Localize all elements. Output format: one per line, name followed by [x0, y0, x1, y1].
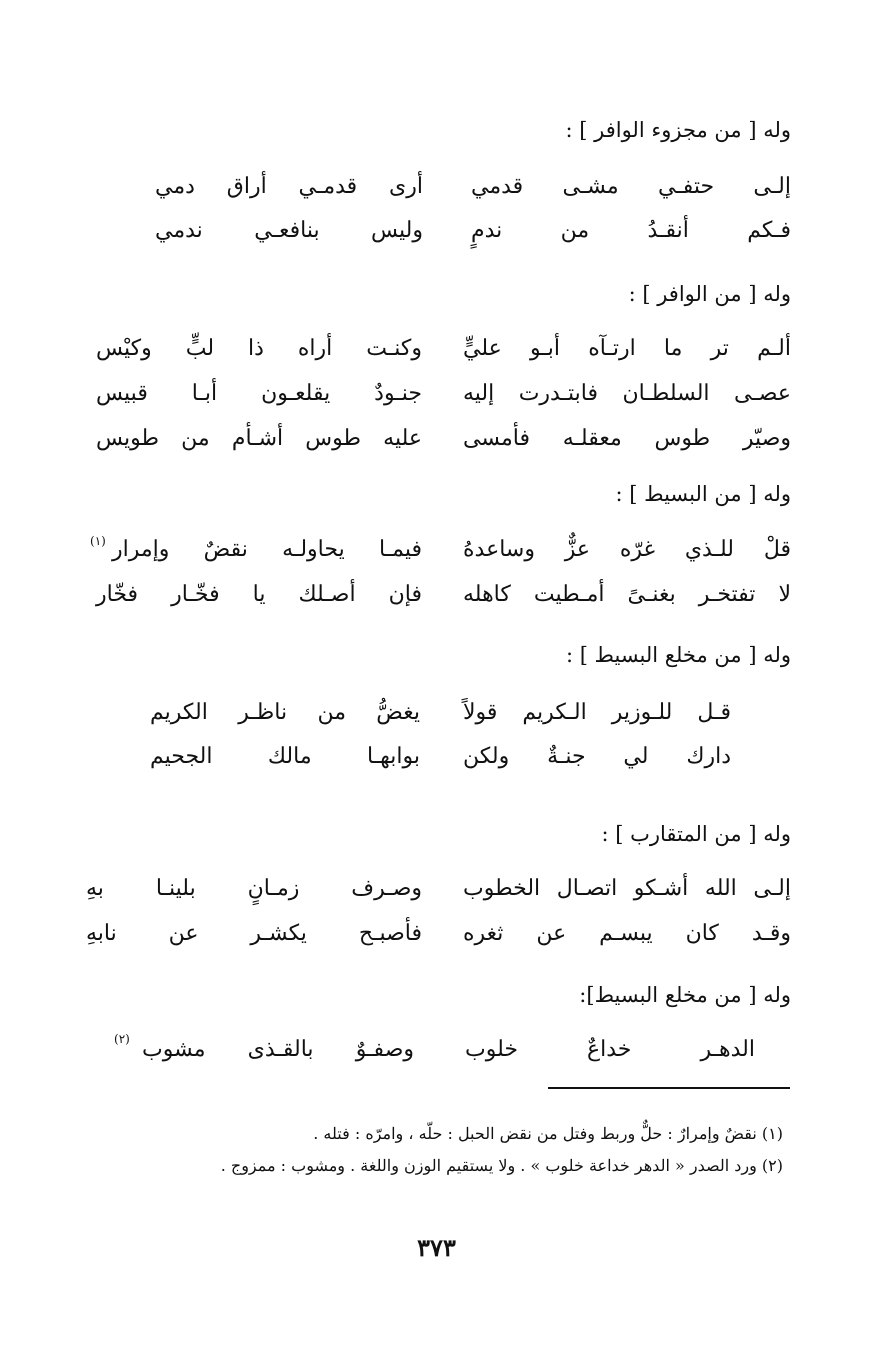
- verse-first-hemistich: قلْ للـذي غرّه عزٌّ وساعدهُ: [463, 537, 791, 562]
- section-heading: وله [ من مخلع البسيط ] :: [565, 643, 791, 667]
- section-heading: وله [ من مجزوء الوافر ] :: [565, 118, 791, 142]
- verse-first-hemistich: لا تفتخـر بغنـىً أمـطيت كاهله: [463, 582, 791, 607]
- footnote: (٢) ورد الصدر « الدهر خداعة خلوب » . ولا يستقيم الوزن واللغة . ومشوب : ممزوج .: [220, 1156, 783, 1175]
- page-number: ٣٧٣: [417, 1233, 456, 1262]
- section-heading: وله [ من المتقارب ] :: [601, 822, 791, 846]
- verse-second-hemistich: فإن أصـلك يا فخّـار فخّار: [96, 582, 422, 607]
- verse-second-hemistich: وكنـت أراه ذا لبٍّ وكيْس: [96, 336, 422, 361]
- verse-second-hemistich: وصـرف زمـانٍ بلينـا بهِ: [86, 876, 422, 901]
- section-heading: وله [ من البسيط ] :: [615, 482, 791, 506]
- verse-second-hemistich: وصفـوٌ بالقـذى مشوب: [142, 1037, 414, 1062]
- verse-second-hemistich: وليس بنافعـي ندمي: [155, 218, 423, 243]
- footnote-separator: [548, 1087, 790, 1089]
- verse-second-hemistich: بوابهـا مالك الجحيم: [150, 744, 420, 769]
- verse-first-hemistich: وقـد كان يبسـم عن ثغره: [463, 921, 791, 946]
- footnote-marker: (٢): [114, 1032, 130, 1046]
- verse-second-hemistich: فيمـا يحاولـه نقضٌ وإمرار: [112, 537, 422, 562]
- verse-first-hemistich: ألـم تر ما ارتـآه أبـو عليٍّ: [463, 336, 791, 361]
- footnote: (١) نقضٌ وإمرارٌ : حلٌّ وربط وفتل من نقض الحبل : حلّه ، وامرّه : فتله .: [313, 1124, 783, 1143]
- verse-second-hemistich: أرى قدمـي أراق دمي: [155, 174, 423, 199]
- verse-second-hemistich: جنـودٌ يقلعـون أبـا قبيس: [96, 381, 422, 406]
- verse-first-hemistich: إلـى حتفـي مشـى قدمي: [471, 174, 791, 199]
- verse-first-hemistich: وصيّر طوس معقلـه فأمسى: [463, 426, 791, 451]
- section-heading: وله [ من مخلع البسيط]:: [579, 983, 791, 1007]
- verse-first-hemistich: عصـى السلطـان فابتـدرت إليه: [463, 381, 791, 406]
- verse-first-hemistich: دارك لي جنـةٌ ولكن: [463, 744, 731, 769]
- verse-second-hemistich: فأصبـح يكشـر عن نابهِ: [86, 921, 422, 946]
- verse-first-hemistich: إلـى الله أشـكو اتصـال الخطوب: [463, 876, 791, 901]
- verse-first-hemistich: قـل للـوزير الـكريم قولاً: [463, 700, 731, 725]
- verse-second-hemistich: يغضُّ من ناظـر الكريم: [150, 700, 420, 725]
- verse-first-hemistich: الدهـر خداعٌ خلوب: [465, 1037, 755, 1062]
- footnote-marker: (١): [90, 534, 106, 548]
- verse-first-hemistich: فـكم أنقـدُ من ندمٍ: [471, 218, 791, 243]
- section-heading: وله [ من الوافر ] :: [628, 282, 791, 306]
- verse-second-hemistich: عليه طوس أشـأم من طويس: [96, 426, 422, 451]
